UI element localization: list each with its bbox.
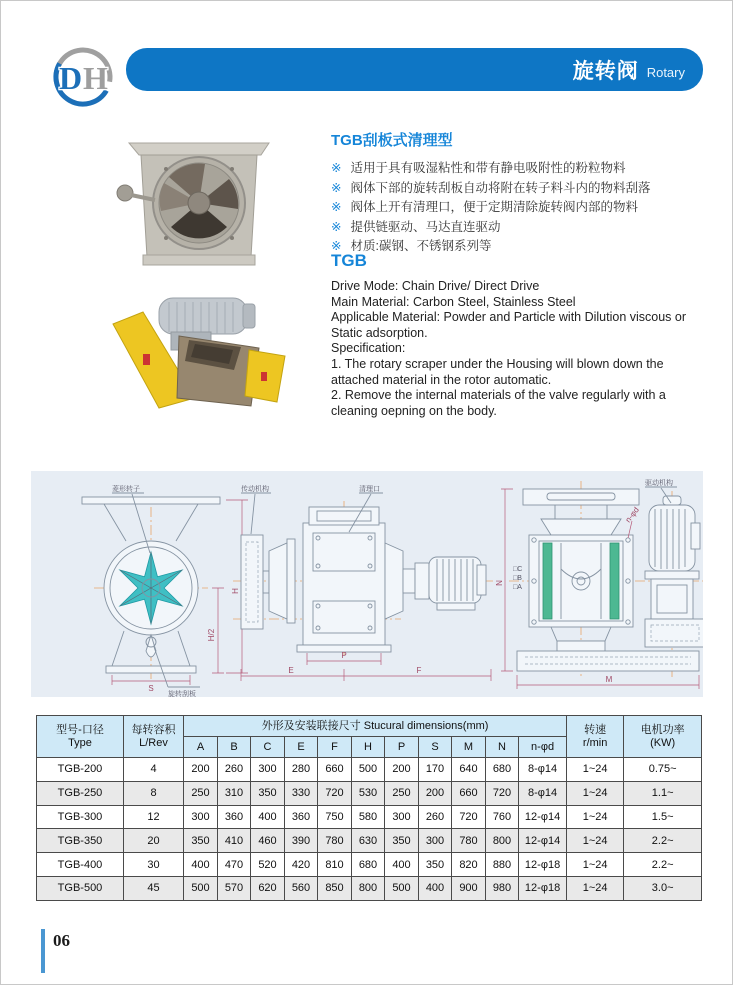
table-cell: 350 [251,781,285,805]
bullet-marker: ※ [331,180,342,195]
col-header-dim: C [251,737,285,758]
col-header-dim: H [352,737,385,758]
table-cell: 360 [218,805,251,829]
col-header-speed-en: r/min [582,736,608,749]
dim-label-bolt: n-φd [623,505,641,525]
table-cell: 810 [318,853,352,877]
bullet-marker: ※ [331,200,342,214]
table-cell: 300 [385,805,419,829]
table-cell: 980 [486,876,519,900]
chain-guard [241,535,263,629]
table-cell: 300 [184,805,218,829]
table-cell: 310 [218,781,251,805]
bullet-text: 提供链驱动、马达直连驱动 [350,219,501,234]
bullet-text: 材质:碳钢、不锈钢系列等 [350,239,492,253]
table-cell: 660 [318,758,352,782]
table-cell: 780 [452,829,486,853]
table-cell: 2.2~ [624,829,702,853]
table-cell: 500 [352,758,385,782]
table-cell: 1.5~ [624,805,702,829]
table-cell: TGB-350 [37,829,124,853]
table-cell: 580 [352,805,385,829]
col-header-type-zh: 型号-口径 [56,723,104,736]
intro-bullet [331,198,721,218]
table-cell: 900 [452,876,486,900]
base-plate [517,651,699,671]
bolt [164,236,168,240]
table-cell: 350 [184,829,218,853]
bullet-text: 适用于具有吸湿粘性和带有静电吸附性的粉粒物料 [350,161,626,175]
col-header-speed-zh: 转速 [584,723,607,736]
table-cell: 720 [452,805,486,829]
col-header-volume-en: L/Rev [139,736,168,749]
table-cell: 0.75~ [624,758,702,782]
bullet-marker: ※ [331,161,342,175]
dh-logo [46,41,124,109]
callout-motor: 驱动机构 [645,480,673,487]
table-cell: 680 [352,853,385,877]
product-photo-open-valve [109,139,289,271]
dim-label-p: P [341,651,347,660]
handle-knob [117,185,133,201]
intro-bullet [331,179,721,199]
table-cell: 1~24 [567,876,624,900]
table-cell: 260 [218,758,251,782]
table-cell: 820 [452,853,486,877]
table-cell: 12-φ14 [519,829,567,853]
table-cell: 350 [385,829,419,853]
technical-drawings [31,471,703,697]
dim-label-h: H [231,588,240,594]
dim-label-n: N [495,580,504,586]
banner-title-en: Rotary [646,65,685,80]
vertical-motor [649,505,695,571]
spec-title: TGB [331,251,367,270]
table-cell: 720 [486,781,519,805]
logo-letter-h: H [83,60,108,96]
callout-rotor: 菱形转子 [112,486,140,493]
table-cell: 570 [218,876,251,900]
table-cell: TGB-500 [37,876,124,900]
table-row [37,781,702,805]
drawing-end-view [495,478,703,689]
spec-line: Drive Mode: Chain Drive/ Direct Drive [331,279,540,293]
intro-bullet [331,218,721,238]
top-flange [523,489,639,505]
col-header-volume-zh: 每转容积 [131,723,176,736]
footer-accent-bar [41,929,45,973]
col-header-dim: N [486,737,519,758]
table-cell: 350 [419,853,452,877]
intro-bullet [331,159,721,179]
table-cell: 30 [124,853,184,877]
table-cell: 880 [486,853,519,877]
table-cell: 420 [285,853,318,877]
motor-endcap [243,304,255,328]
intro-section [331,129,721,257]
col-header-dim: B [218,737,251,758]
col-header-dim: P [385,737,419,758]
col-header-dim: M [452,737,486,758]
col-header-power [624,716,702,758]
table-cell: TGB-200 [37,758,124,782]
col-header-dim: A [184,737,218,758]
table-cell: 800 [352,876,385,900]
inlet-flange [309,507,379,525]
drawing-side-view [233,484,493,681]
table-cell: 12-φ18 [519,876,567,900]
table-cell: TGB-300 [37,805,124,829]
technical-drawings-panel [31,471,703,697]
table-cell: 12-φ18 [519,853,567,877]
spec-line: Static adsorption. [331,325,428,340]
table-cell: 660 [452,781,486,805]
table-cell: 45 [124,876,184,900]
table-cell: 20 [124,829,184,853]
table-cell: 8-φ14 [519,758,567,782]
table-cell: 1.1~ [624,781,702,805]
table-cell: 720 [318,781,352,805]
table-cell: 170 [419,758,452,782]
bolt [164,167,168,171]
table-cell: 520 [251,853,285,877]
intro-title: TGB刮板式清理型 [331,132,453,149]
table-cell: 200 [419,781,452,805]
section-banner [126,48,703,91]
page-number: 06 [53,931,70,950]
table-cell: TGB-250 [37,781,124,805]
table-cell: 750 [318,805,352,829]
col-header-power-zh: 电机功率 [640,723,685,736]
col-header-dim: n-φd [519,737,567,758]
col-header-type [37,716,124,758]
table-row [37,876,702,900]
bolt [230,236,234,240]
table-cell: 400 [251,805,285,829]
valve-bottom-flange [143,255,255,265]
col-header-dim: F [318,737,352,758]
table-cell: 470 [218,853,251,877]
table-cell: 250 [184,781,218,805]
table-cell: 760 [486,805,519,829]
logo-letter-d: D [59,60,83,96]
callout-scraper: 旋转刮板 [168,691,196,697]
table-cell: 200 [385,758,419,782]
spec-line: Applicable Material: Powder and Particle with Dilution viscous or [331,310,687,325]
table-cell: 1~24 [567,853,624,877]
dim-label-e: E [288,666,294,675]
dim-label-square-a: □A [513,584,522,591]
table-cell: 1~24 [567,805,624,829]
table-cell: 560 [285,876,318,900]
table-cell: 400 [184,853,218,877]
table-cell: 4 [124,758,184,782]
seal-strip [543,543,552,619]
table-cell: 680 [486,758,519,782]
table-row [37,805,702,829]
product-photo-motor-valve [101,294,291,414]
motor-body [159,298,247,334]
col-header-power-en: (KW) [650,736,676,749]
table-cell: 800 [486,829,519,853]
table-row [37,829,702,853]
table-cell: 1~24 [567,781,624,805]
table-cell: 400 [419,876,452,900]
bullet-text: 阀体下部的旋转刮板自动将附在转子料斗内的物料刮落 [350,180,651,195]
table-cell: 390 [285,829,318,853]
drawing-front-view [82,484,248,697]
dim-label-f: F [416,666,422,675]
table-cell: 250 [385,781,419,805]
spec-section [331,251,726,419]
bullet-text: 阀体上开有清理口，便于定期清除旋转阀内部的物料 [350,200,638,214]
warning-label [143,354,150,365]
bullet-marker: ※ [331,219,342,234]
col-header-speed [567,716,624,758]
seal-strip [610,543,619,619]
table-cell: 280 [285,758,318,782]
col-header-dimensions: 外形及安装联接尺寸 Stucural dimensions(mm) [184,716,567,737]
dim-label-h2: H/2 [207,628,216,642]
table-cell: 530 [352,781,385,805]
warning-label [261,372,267,381]
col-header-dim: S [419,737,452,758]
table-cell: 410 [218,829,251,853]
table-cell: 3.0~ [624,876,702,900]
table-cell: 12-φ14 [519,805,567,829]
col-header-type-en: Type [68,736,92,749]
table-cell: TGB-400 [37,853,124,877]
table-cell: 8 [124,781,184,805]
table-cell: 850 [318,876,352,900]
rotor-hub [188,192,210,214]
table-cell: 300 [419,829,452,853]
dim-label-square-c: □C [513,566,523,573]
table-row [37,853,702,877]
dim-label-square-b: □B [513,575,522,582]
col-header-volume [124,716,184,758]
spec-line: 1. The rotary scraper under the Housing will blown down the [331,356,664,371]
bolt [230,167,234,171]
table-cell: 500 [385,876,419,900]
spec-line: Specification: [331,341,406,356]
valve-body-side [303,523,385,645]
bullet-marker: ※ [331,239,342,253]
spec-table [36,715,702,901]
table-cell: 360 [285,805,318,829]
callout-cleaning-port: 清理口 [359,486,380,493]
table-cell: 12 [124,805,184,829]
spec-line: Main Material: Carbon Steel, Stainless Steel [331,294,576,309]
dim-label-m: M [605,675,613,684]
table-cell: 8-φ14 [519,781,567,805]
table-cell: 260 [419,805,452,829]
table-cell: 630 [352,829,385,853]
spec-line: 2. Remove the internal materials of the valve regularly with a [331,388,666,403]
table-cell: 500 [184,876,218,900]
valve-top-flange [129,143,269,155]
col-header-dim: E [285,737,318,758]
table-cell: 1~24 [567,758,624,782]
table-cell: 620 [251,876,285,900]
table-cell: 400 [385,853,419,877]
table-cell: 1~24 [567,829,624,853]
spec-line: cleaning oepning on the body. [331,403,497,418]
table-cell: 640 [452,758,486,782]
table-row [37,758,702,782]
spec-table-body [37,758,702,901]
spec-line: attached material in the rotor automatic. [331,372,552,387]
dim-label-s: S [148,684,154,693]
table-cell: 2.2~ [624,853,702,877]
table-cell: 300 [251,758,285,782]
callout-drive: 传动机构 [241,486,269,493]
table-cell: 330 [285,781,318,805]
table-cell: 780 [318,829,352,853]
banner-title-zh: 旋转阀 [572,59,639,83]
table-cell: 200 [184,758,218,782]
table-cell: 460 [251,829,285,853]
